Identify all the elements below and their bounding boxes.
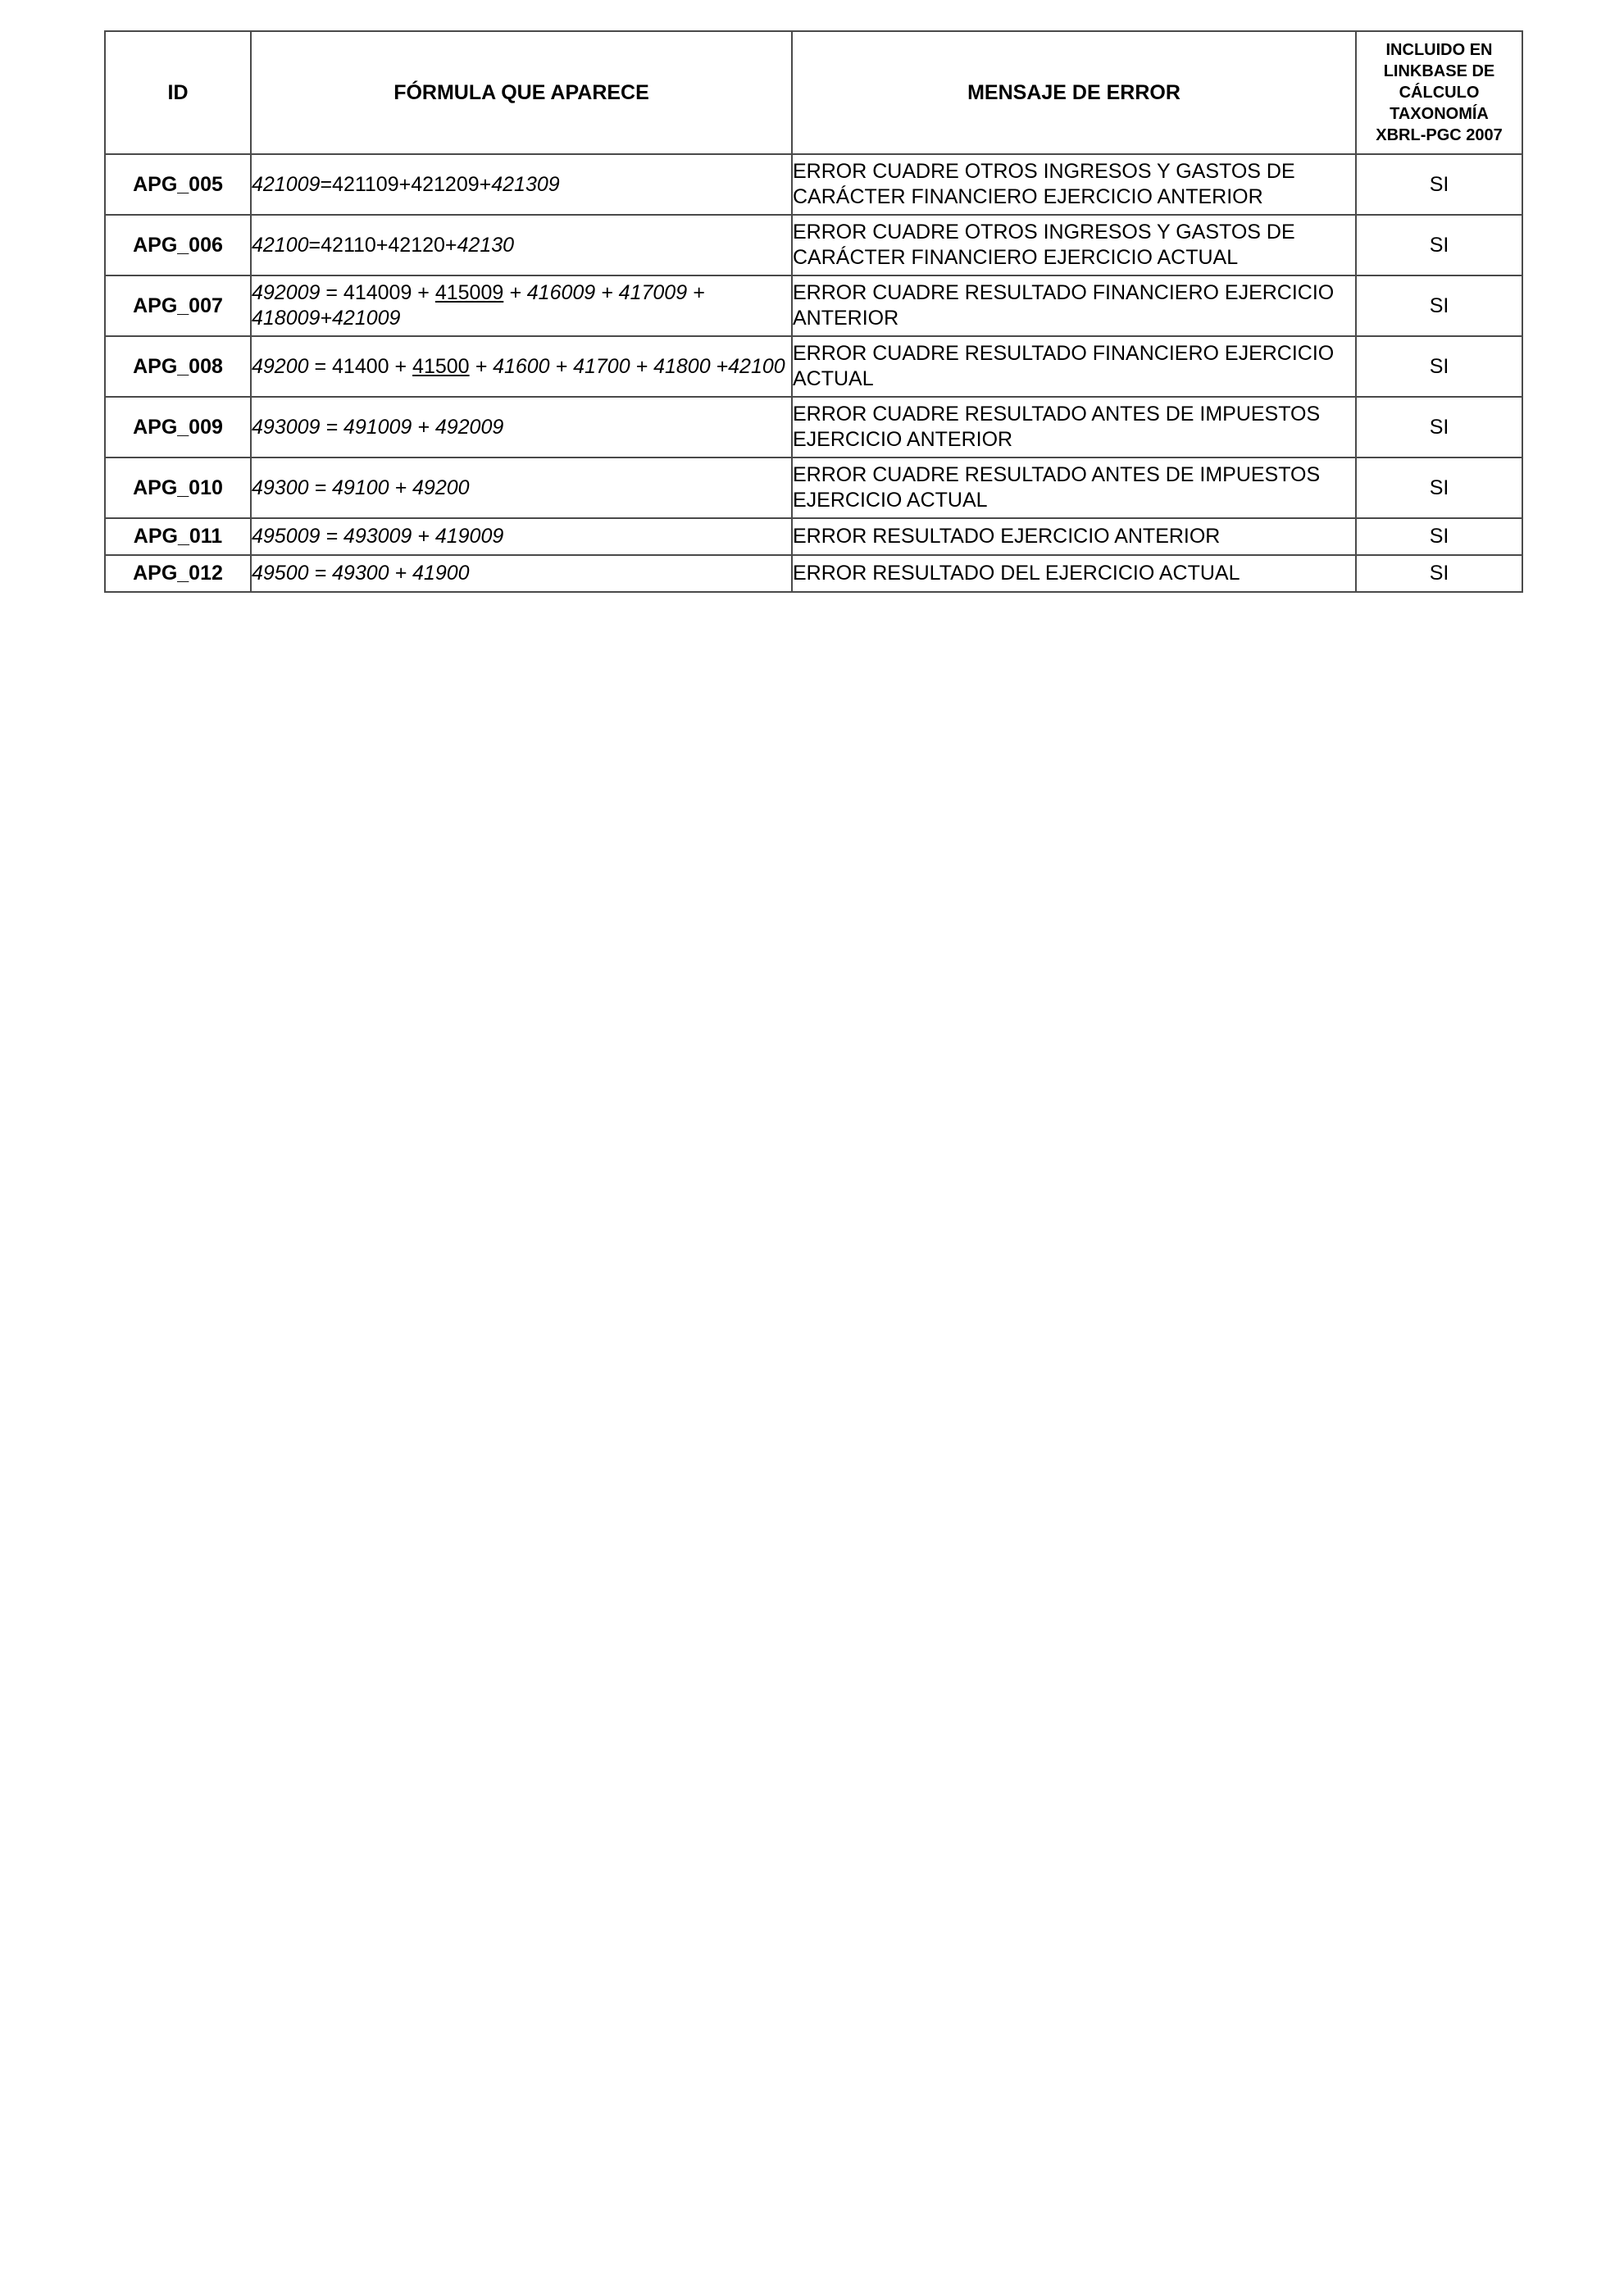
formula-segment: 42130 [457,233,515,257]
formula-segment: =421109+421209+ [320,172,492,196]
formula-cell [251,215,792,275]
validation-rules-table [104,30,1523,593]
formula-segment: 42100 [252,233,309,257]
header-included-line: XBRL-PGC 2007 [1376,126,1503,144]
formula-segment: 49200 [252,354,309,378]
rule-id-cell: APG_010 [105,457,251,518]
rule-id-cell: APG_006 [105,215,251,275]
formula-segment: 49500 = 49300 + 41900 [252,562,470,585]
header-included-line: LINKBASE DE [1383,62,1495,80]
included-cell: SI [1356,518,1522,555]
included-cell: SI [1356,336,1522,397]
included-cell: SI [1356,555,1522,592]
formula-cell [251,397,792,457]
error-message-cell: ERROR CUADRE OTROS INGRESOS Y GASTOS DE CARÁCTER FINANCIERO EJERCICIO ANTERIOR [792,154,1356,215]
header-formula: FÓRMULA QUE APARECE [251,31,792,154]
rule-id-cell: APG_011 [105,518,251,555]
table-header-row [105,31,1522,154]
rule-id-cell: APG_008 [105,336,251,397]
formula-cell [251,555,792,592]
formula-cell [251,154,792,215]
error-message-cell: ERROR CUADRE OTROS INGRESOS Y GASTOS DE CARÁCTER FINANCIERO EJERCICIO ACTUAL [792,215,1356,275]
header-included-line: CÁLCULO [1399,84,1480,102]
formula-cell [251,336,792,397]
error-message-cell: ERROR CUADRE RESULTADO ANTES DE IMPUESTOS EJERCICIO ANTERIOR [792,397,1356,457]
table-row [105,397,1522,457]
table-row [105,518,1522,555]
rule-id-cell: APG_009 [105,397,251,457]
table-row [105,555,1522,592]
table-row [105,215,1522,275]
rule-id-cell: APG_007 [105,275,251,336]
table-row [105,275,1522,336]
formula-segment: = 414009 + [320,281,435,304]
rule-id-cell: APG_012 [105,555,251,592]
error-message-cell: ERROR CUADRE RESULTADO ANTES DE IMPUESTOS EJERCICIO ACTUAL [792,457,1356,518]
table-body [105,154,1522,592]
error-message-cell: ERROR RESULTADO DEL EJERCICIO ACTUAL [792,555,1356,592]
formula-segment: + 41600 + 41700 + 41800 +42100 [469,354,785,378]
formula-segment: + 416009 + 417009 + 418009+421009 [252,281,705,330]
error-message-cell: ERROR RESULTADO EJERCICIO ANTERIOR [792,518,1356,555]
table-row [105,154,1522,215]
formula-segment: 421309 [491,172,560,196]
formula-segment: 495009 = 493009 + 419009 [252,525,504,548]
formula-segment: 421009 [252,172,321,196]
included-cell: SI [1356,397,1522,457]
error-message-cell: ERROR CUADRE RESULTADO FINANCIERO EJERCICIO ANTERIOR [792,275,1356,336]
included-cell: SI [1356,457,1522,518]
table-row [105,336,1522,397]
formula-segment: 49300 = 49100 + 49200 [252,476,470,499]
formula-segment: =42110+42120+ [308,233,457,257]
rule-id-cell: APG_005 [105,154,251,215]
error-message-cell: ERROR CUADRE RESULTADO FINANCIERO EJERCICIO ACTUAL [792,336,1356,397]
header-included [1356,31,1522,154]
header-id: ID [105,31,251,154]
formula-segment: 415009 [434,281,504,304]
included-cell: SI [1356,275,1522,336]
formula-cell [251,518,792,555]
table-row [105,457,1522,518]
formula-segment: 493009 = 491009 + 492009 [252,415,504,439]
formula-cell [251,275,792,336]
formula-segment: 41500 [412,354,470,378]
formula-segment: 492009 [252,281,321,304]
header-included-line: TAXONOMÍA [1390,105,1489,123]
formula-cell [251,457,792,518]
included-cell: SI [1356,215,1522,275]
included-cell: SI [1356,154,1522,215]
header-included-line: INCLUIDO EN [1385,41,1493,59]
header-message: MENSAJE DE ERROR [792,31,1356,154]
formula-segment: = 41400 + [308,354,413,378]
